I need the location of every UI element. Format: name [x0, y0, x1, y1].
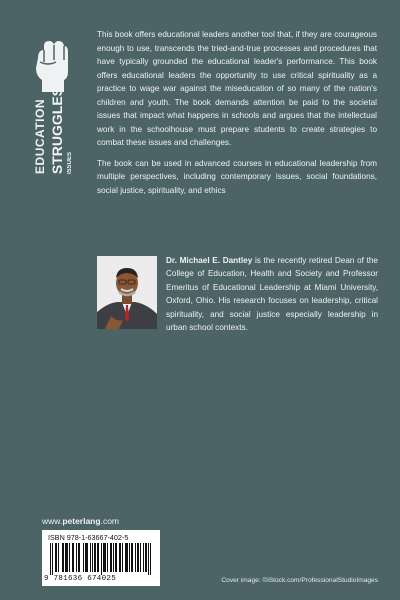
- book-description: [97, 28, 377, 204]
- series-logo: [30, 38, 74, 178]
- barcode-bars: [50, 543, 152, 575]
- website-prefix: www.: [42, 516, 63, 526]
- publisher-website[interactable]: [42, 516, 119, 526]
- series-line-2: STRUGGLES: [49, 86, 65, 174]
- series-line-1: EDUCATION: [33, 99, 47, 174]
- description-paragraph-2: The book can be used in advanced courses in educational leadership from multiple perspectives, including contemporary issues, social foundations, social justice, spirituality, and ethics: [97, 158, 377, 195]
- description-paragraph-1: This book offers educational leaders another tool that, if they are courageous enough to use, transcends the tried-and-true processes and procedures that have typically grounded the educational leader's performance. This book offers educational leaders the opportunity to use critical spirituality as a practice to wage war against the miseducation of so many of the nation's children and youth. The book demands attention be paid to the societal issues that impact what happens in schools and argues that the intellectual work in the schoolhouse must prepare students to create strategies to combat these issues and challenges.: [97, 30, 377, 147]
- author-photo: [97, 256, 157, 329]
- raised-fist-icon: [32, 38, 72, 94]
- isbn-label: ISBN 978-1-63667-402-5: [48, 533, 129, 542]
- isbn-barcode: [42, 530, 160, 586]
- barcode-digits: 9 781636 674025: [44, 575, 117, 583]
- author-bio-text: is the recently retired Dean of the College of Education, Health and Society and Professor Emeritus of Educational Leadership at Miami University, Oxford, Ohio. His research focuses on leadership, critical spirituality, and social justice especially leadership in urban school contexts.: [166, 256, 378, 333]
- website-name: peterlang: [62, 516, 101, 526]
- series-name: [33, 86, 73, 174]
- website-suffix: .com: [100, 516, 119, 526]
- author-bio: [166, 254, 378, 334]
- series-line-3: ISSUES: [67, 151, 73, 174]
- cover-image-credit: Cover image: ©iStock.com/ProfessionalStudioImages: [221, 577, 378, 584]
- author-name: Dr. Michael E. Dantley: [166, 256, 253, 265]
